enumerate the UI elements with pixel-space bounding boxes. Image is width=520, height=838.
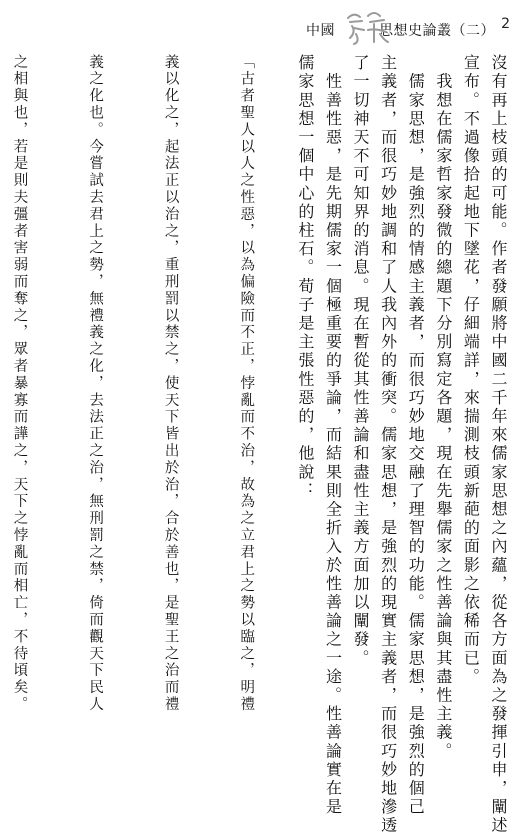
text-line: 宣布。不過像拾起地下墜花，仔細端詳，來揣測枝頭新葩的面影之依稀而已。	[461, 54, 481, 687]
header-title-prefix: 中國	[306, 23, 335, 39]
quote-line: 之相與也，若是則夫彊者害弱而奪之，眾者暴寡而譁之，天下之悖亂而相亡，不待頃矣。	[11, 54, 28, 714]
running-header	[300, 14, 500, 44]
text-line: 沒有再上枝頭的可能。作者發願將中國二千年來儒家思想之內蘊，從各方面為之發揮引申，闡述	[489, 54, 508, 836]
text-line: 儒家思想，是強烈的情感主義者，而很巧妙地交融了理智的功能。儒家思想，是強烈的個己	[406, 54, 426, 817]
text-line: 主義者，而很巧妙地調和了人我內外的衝突。儒家思想，是強烈的現實主義者，而很巧妙地滲透	[378, 54, 398, 836]
text-line: 了一切神天不可知界的消息。現在暫從其性善論和盡性主義方面加以闡發。	[351, 54, 371, 668]
page-number: 2	[501, 16, 510, 32]
text-line: 性善性惡，是先期儒家一個極重要的爭論，而結果則全折入於性善論之一途。性善論實在是	[323, 54, 343, 817]
text-line: 儒家思想一個中心的柱石。荀子是主張性惡的，他說：	[295, 54, 315, 501]
body-text	[6, 54, 512, 836]
quote-line: 義之化也。今嘗試去君上之勢，無禮義之化，去法正之治，無刑罰之禁，倚而觀天下民人	[87, 54, 104, 714]
quote-line: 義以化之，起法正以治之，重刑罰以禁之，使天下皆出於治，合於善也，是聖王之治而禮	[162, 54, 179, 714]
header-title-suffix: 思想史論叢（二）	[379, 23, 495, 39]
header-title	[306, 20, 495, 40]
text-line: 我想在儒家哲家發微的總題下分別寫定各題，現在先舉儒家之性善論與其盡性主義。	[433, 54, 453, 761]
quote-line: 「古者聖人以人之性惡，以為偏險而不正，悖亂而不治，故為之立君上之勢以臨之，明禮	[238, 54, 255, 714]
